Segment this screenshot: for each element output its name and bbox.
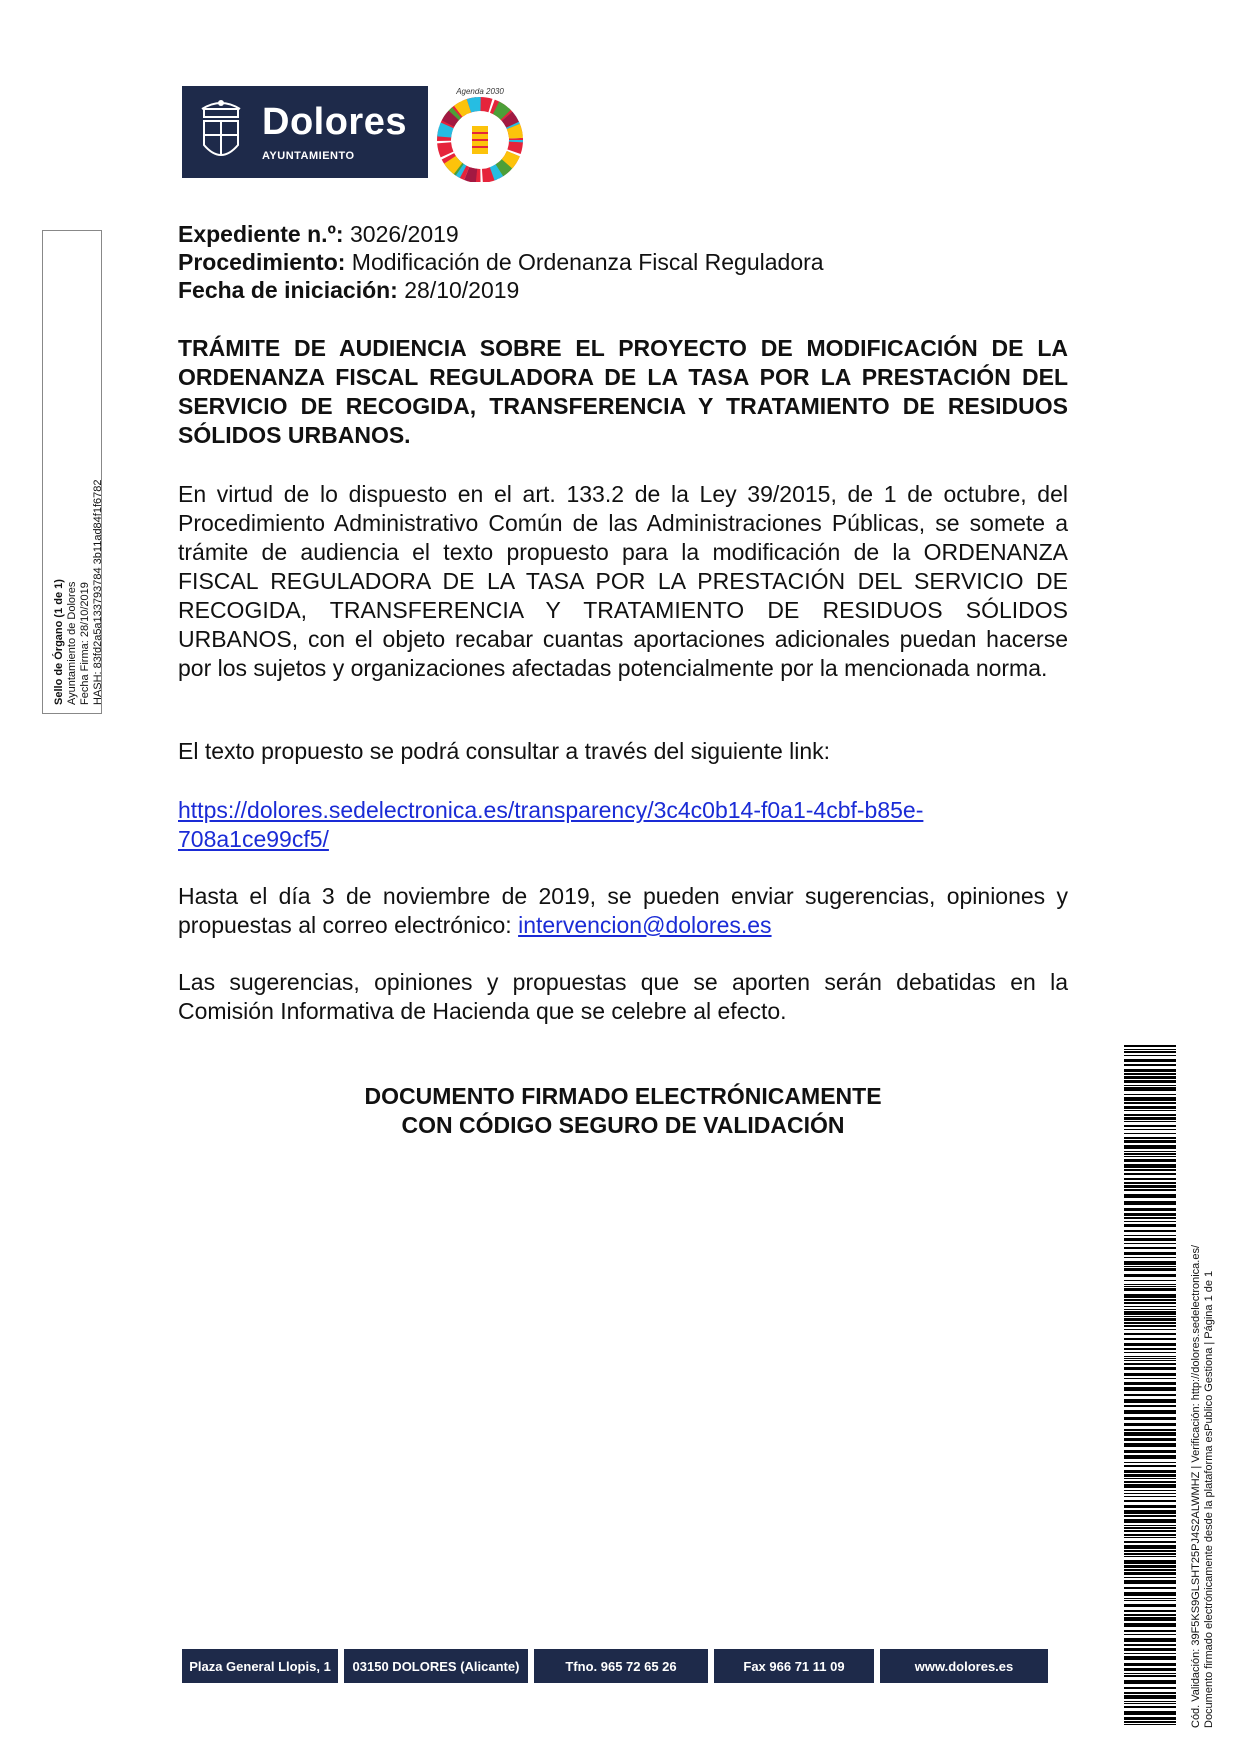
- agenda-label: Agenda 2030: [456, 87, 504, 96]
- signed-line: CON CÓDIGO SEGURO DE VALIDACIÓN: [401, 1112, 845, 1138]
- suggestion-text: Hasta el día 3 de noviembre de 2019, se pueden enviar sugerencias, opiniones y propuestas al correo electrónico:: [178, 883, 1068, 938]
- footer-bar: [182, 1649, 1048, 1683]
- logo-name: Dolores: [262, 101, 407, 143]
- footer-web: www.dolores.es: [880, 1649, 1048, 1683]
- document-meta: [178, 220, 824, 304]
- ayuntamiento-logo: [182, 86, 428, 178]
- footer-fax: Fax 966 71 11 09: [714, 1649, 874, 1683]
- stamp-text: [53, 230, 105, 705]
- signed-line: DOCUMENTO FIRMADO ELECTRÓNICAMENTE: [364, 1083, 882, 1109]
- email-link[interactable]: intervencion@dolores.es: [518, 912, 772, 938]
- body-paragraph: El texto propuesto se podrá consultar a través del siguiente link:: [178, 738, 831, 764]
- verification-line: Documento firmado electrónicamente desde la plataforma esPublico Gestiona | Página 1 de 1: [1203, 1270, 1215, 1728]
- body-paragraph: [178, 882, 1068, 940]
- logo-subtitle: AYUNTAMIENTO: [262, 150, 355, 162]
- stamp-line: Ayuntamiento de Dolores: [66, 581, 78, 705]
- footer-address: Plaza General Llopis, 1: [182, 1649, 338, 1683]
- procedimiento-label: Procedimiento:: [178, 249, 346, 275]
- footer-city: 03150 DOLORES (Alicante): [344, 1649, 528, 1683]
- crest-icon: [194, 95, 248, 169]
- expediente-value: 3026/2019: [343, 221, 459, 247]
- stamp-line: Fecha Firma: 28/10/2019: [79, 582, 91, 705]
- document-title: TRÁMITE DE AUDIENCIA SOBRE EL PROYECTO DE MODIFICACIÓN DE LA ORDENANZA FISCAL REGULADORA DE LA TASA POR LA PRESTACIÓN DEL SERVICIO DE RECOGIDA, TRANSFERENCIA Y TRATAMIENTO DE RESIDUOS SÓLIDOS URBANOS.: [178, 335, 1068, 448]
- fecha-value: 28/10/2019: [397, 277, 520, 303]
- verification-text: [1190, 1038, 1216, 1728]
- fecha-label: Fecha de iniciación:: [178, 277, 398, 303]
- barcode-icon: [1124, 1045, 1176, 1725]
- verification-line: Cód. Validación: 39F5KS9GLSHT25PJ4S2ALWMHZ | Verificación: http://dolores.sedelectronica.es/: [1190, 1244, 1202, 1728]
- procedimiento-value: Modificación de Ordenanza Fiscal Reguladora: [345, 249, 824, 275]
- signed-notice: [178, 1082, 1068, 1140]
- link-paragraph: [178, 796, 1068, 854]
- body-paragraph: En virtud de lo dispuesto en el art. 133.2 de la Ley 39/2015, de 1 de octubre, del Procedimiento Administrativo Común de las Administraciones Públicas, se somete a trámite de audiencia el texto propuesto para la modificación de la ORDENANZA FISCAL REGULADORA DE LA TASA POR LA PRESTACIÓN DEL SERVICIO DE RECOGIDA, TRANSFERENCIA Y TRATAMIENTO DE RESIDUOS SÓLIDOS URBANOS, con el objeto recabar cuantas aportaciones adicionales puedan hacerse por los sujetos y organizaciones afectadas potencialmente por la mencionada norma.: [178, 481, 1068, 681]
- stamp-line: HASH: 83fd2a5a133793784 3b11ad84f1f6782: [92, 479, 104, 705]
- transparency-link[interactable]: https://dolores.sedelectronica.es/transparency/3c4c0b14-f0a1-4cbf-b85e- 708a1ce99cf5/: [178, 797, 924, 852]
- expediente-label: Expediente n.º:: [178, 221, 344, 247]
- footer-phone: Tfno. 965 72 65 26: [534, 1649, 708, 1683]
- body-paragraph: Las sugerencias, opiniones y propuestas que se aporten serán debatidas en la Comisión Informativa de Hacienda que se celebre al efecto.: [178, 969, 1068, 1024]
- agenda-2030-icon: [432, 84, 528, 182]
- stamp-line: Sello de Órgano (1 de 1): [53, 579, 65, 705]
